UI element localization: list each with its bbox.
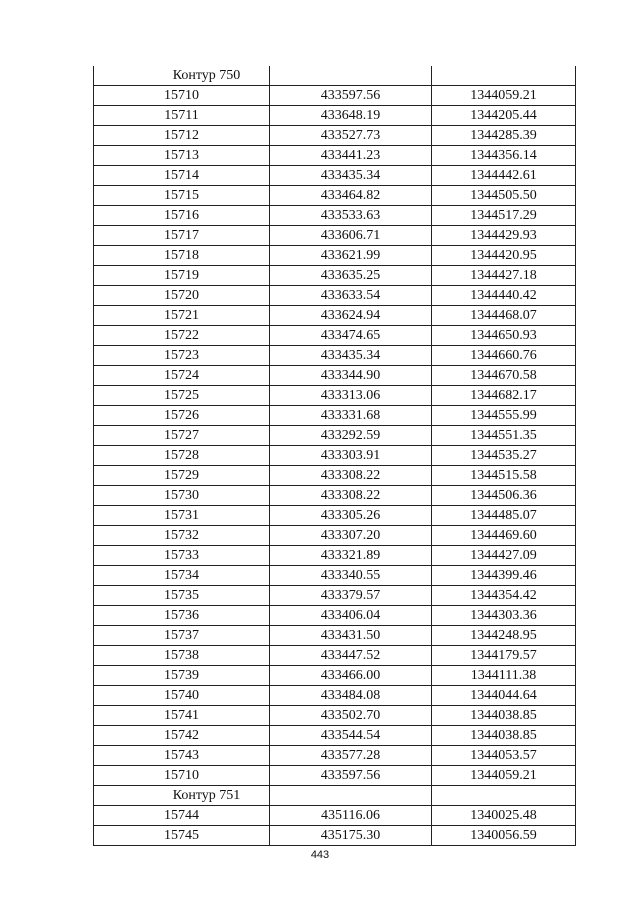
point-number-cell: 15724 [94,366,270,386]
y-coordinate-cell: 1344660.76 [432,346,576,366]
point-number-cell: 15738 [94,646,270,666]
point-number-cell: 15710 [94,86,270,106]
table-row [94,126,576,146]
y-coordinate-cell: 1340056.59 [432,826,576,846]
y-coordinate-cell: 1344682.17 [432,386,576,406]
table-row [94,726,576,746]
table-row [94,806,576,826]
table-row [94,446,576,466]
table-row [94,486,576,506]
table-row [94,346,576,366]
y-coordinate-cell: 1344555.99 [432,406,576,426]
y-coordinate-cell: 1344468.07 [432,306,576,326]
x-coordinate-cell: 433331.68 [270,406,432,426]
y-coordinate-cell: 1344442.61 [432,166,576,186]
y-coordinate-cell: 1344469.60 [432,526,576,546]
x-coordinate-cell: 433447.52 [270,646,432,666]
y-coordinate-cell: 1344399.46 [432,566,576,586]
table-row [94,106,576,126]
point-number-cell: 15743 [94,746,270,766]
y-coordinate-cell: 1344354.42 [432,586,576,606]
point-number-cell: 15739 [94,666,270,686]
table-row [94,706,576,726]
point-number-cell: 15725 [94,386,270,406]
table-row [94,506,576,526]
y-coordinate-cell: 1344285.39 [432,126,576,146]
table-row [94,226,576,246]
table-row [94,646,576,666]
y-coordinate-cell: 1344535.27 [432,446,576,466]
x-coordinate-cell: 433577.28 [270,746,432,766]
point-number-cell: 15730 [94,486,270,506]
point-number-cell: 15736 [94,606,270,626]
table-row [94,666,576,686]
table-row [94,146,576,166]
x-coordinate-cell: 433474.65 [270,326,432,346]
y-coordinate-cell: 1344059.21 [432,86,576,106]
table-row [94,686,576,706]
x-coordinate-cell: 433308.22 [270,486,432,506]
contour-label: Контур 751 [94,786,270,806]
y-coordinate-cell: 1344650.93 [432,326,576,346]
table-row [94,426,576,446]
point-number-cell: 15716 [94,206,270,226]
x-coordinate-cell: 433435.34 [270,166,432,186]
x-coordinate-cell: 433379.57 [270,586,432,606]
x-coordinate-cell: 433466.00 [270,666,432,686]
table-row [94,626,576,646]
table-row [94,86,576,106]
point-number-cell: 15726 [94,406,270,426]
y-coordinate-cell: 1344506.36 [432,486,576,506]
point-number-cell: 15732 [94,526,270,546]
table-row [94,586,576,606]
table-row [94,566,576,586]
table-row [94,186,576,206]
y-coordinate-cell: 1344440.42 [432,286,576,306]
x-coordinate-cell: 433307.20 [270,526,432,546]
y-coordinate-cell: 1344517.29 [432,206,576,226]
contour-header-row [94,66,576,86]
x-coordinate-cell: 433502.70 [270,706,432,726]
point-number-cell: 15745 [94,826,270,846]
point-number-cell: 15717 [94,226,270,246]
contour-label: Контур 750 [94,66,270,86]
x-coordinate-cell: 433597.56 [270,86,432,106]
y-coordinate-cell: 1344038.85 [432,706,576,726]
x-coordinate-cell: 433648.19 [270,106,432,126]
y-coordinate-cell: 1344303.36 [432,606,576,626]
point-number-cell: 15741 [94,706,270,726]
point-number-cell: 15720 [94,286,270,306]
point-number-cell: 15737 [94,626,270,646]
x-coordinate-cell: 433406.04 [270,606,432,626]
table-row [94,466,576,486]
x-coordinate-cell: 433344.90 [270,366,432,386]
point-number-cell: 15718 [94,246,270,266]
point-number-cell: 15714 [94,166,270,186]
y-coordinate-cell [432,786,576,806]
x-coordinate-cell [270,66,432,86]
x-coordinate-cell: 433431.50 [270,626,432,646]
point-number-cell: 15740 [94,686,270,706]
point-number-cell: 15723 [94,346,270,366]
x-coordinate-cell: 435116.06 [270,806,432,826]
table-row [94,306,576,326]
table-row [94,366,576,386]
y-coordinate-cell: 1344044.64 [432,686,576,706]
x-coordinate-cell: 433597.56 [270,766,432,786]
table-row [94,266,576,286]
x-coordinate-cell: 433633.54 [270,286,432,306]
y-coordinate-cell: 1344038.85 [432,726,576,746]
x-coordinate-cell: 433533.63 [270,206,432,226]
point-number-cell: 15731 [94,506,270,526]
y-coordinate-cell: 1344053.57 [432,746,576,766]
table-row [94,246,576,266]
point-number-cell: 15713 [94,146,270,166]
y-coordinate-cell: 1344111.38 [432,666,576,686]
y-coordinate-cell: 1344205.44 [432,106,576,126]
table-row [94,386,576,406]
y-coordinate-cell: 1344059.21 [432,766,576,786]
x-coordinate-cell: 433321.89 [270,546,432,566]
table-row [94,406,576,426]
x-coordinate-cell: 433303.91 [270,446,432,466]
x-coordinate-cell: 433435.34 [270,346,432,366]
point-number-cell: 15728 [94,446,270,466]
y-coordinate-cell: 1340025.48 [432,806,576,826]
point-number-cell: 15735 [94,586,270,606]
table-row [94,286,576,306]
contour-header-row [94,786,576,806]
y-coordinate-cell: 1344420.95 [432,246,576,266]
y-coordinate-cell: 1344505.50 [432,186,576,206]
x-coordinate-cell: 433313.06 [270,386,432,406]
coordinates-table-body [94,66,576,846]
point-number-cell: 15715 [94,186,270,206]
y-coordinate-cell: 1344670.58 [432,366,576,386]
table-row [94,826,576,846]
page-number: 443 [310,849,330,861]
x-coordinate-cell: 433527.73 [270,126,432,146]
point-number-cell: 15733 [94,546,270,566]
point-number-cell: 15712 [94,126,270,146]
y-coordinate-cell: 1344427.18 [432,266,576,286]
x-coordinate-cell: 433305.26 [270,506,432,526]
y-coordinate-cell: 1344515.58 [432,466,576,486]
point-number-cell: 15744 [94,806,270,826]
y-coordinate-cell: 1344485.07 [432,506,576,526]
x-coordinate-cell: 433292.59 [270,426,432,446]
table-row [94,546,576,566]
x-coordinate-cell: 433635.25 [270,266,432,286]
x-coordinate-cell: 433484.08 [270,686,432,706]
x-coordinate-cell: 433624.94 [270,306,432,326]
y-coordinate-cell: 1344248.95 [432,626,576,646]
x-coordinate-cell: 435175.30 [270,826,432,846]
x-coordinate-cell [270,786,432,806]
table-row [94,206,576,226]
x-coordinate-cell: 433621.99 [270,246,432,266]
x-coordinate-cell: 433441.23 [270,146,432,166]
table-row [94,606,576,626]
table-row [94,746,576,766]
y-coordinate-cell: 1344429.93 [432,226,576,246]
x-coordinate-cell: 433544.54 [270,726,432,746]
y-coordinate-cell: 1344551.35 [432,426,576,446]
coordinates-table [93,66,576,846]
table-row [94,766,576,786]
x-coordinate-cell: 433340.55 [270,566,432,586]
point-number-cell: 15742 [94,726,270,746]
coordinate-sheet [93,66,575,846]
y-coordinate-cell [432,66,576,86]
x-coordinate-cell: 433464.82 [270,186,432,206]
point-number-cell: 15734 [94,566,270,586]
point-number-cell: 15722 [94,326,270,346]
y-coordinate-cell: 1344427.09 [432,546,576,566]
y-coordinate-cell: 1344179.57 [432,646,576,666]
point-number-cell: 15710 [94,766,270,786]
table-row [94,326,576,346]
point-number-cell: 15711 [94,106,270,126]
point-number-cell: 15727 [94,426,270,446]
point-number-cell: 15729 [94,466,270,486]
point-number-cell: 15721 [94,306,270,326]
table-row [94,526,576,546]
table-row [94,166,576,186]
point-number-cell: 15719 [94,266,270,286]
x-coordinate-cell: 433606.71 [270,226,432,246]
y-coordinate-cell: 1344356.14 [432,146,576,166]
x-coordinate-cell: 433308.22 [270,466,432,486]
